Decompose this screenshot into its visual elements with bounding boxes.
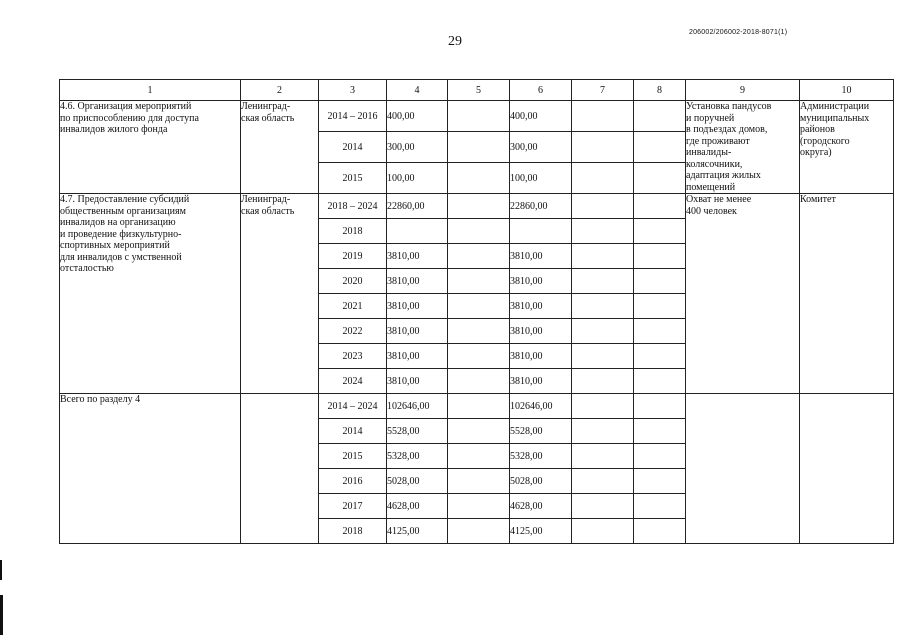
regional-budget-cell: 5328,00 xyxy=(510,444,572,469)
column-7-cell xyxy=(572,394,634,419)
regional-budget-cell xyxy=(510,219,572,244)
regional-budget-cell: 4628,00 xyxy=(510,494,572,519)
column-5-cell xyxy=(448,194,510,219)
period-cell: 2014 xyxy=(319,419,387,444)
regional-budget-cell: 5028,00 xyxy=(510,469,572,494)
period-cell: 2015 xyxy=(319,163,387,194)
column-5-cell xyxy=(448,101,510,132)
total-amount-cell: 3810,00 xyxy=(387,244,448,269)
regional-budget-cell: 300,00 xyxy=(510,132,572,163)
total-amount-cell: 100,00 xyxy=(387,163,448,194)
column-7-cell xyxy=(572,369,634,394)
column-5-cell xyxy=(448,244,510,269)
column-8-cell xyxy=(634,244,686,269)
column-header: 10 xyxy=(800,80,894,101)
column-header: 2 xyxy=(241,80,319,101)
document-code: 206002/206002-2018-8071(1) xyxy=(689,29,788,36)
total-amount-cell: 5528,00 xyxy=(387,419,448,444)
column-5-cell xyxy=(448,394,510,419)
regional-budget-cell: 3810,00 xyxy=(510,269,572,294)
table-row xyxy=(60,394,894,419)
total-amount-cell xyxy=(387,219,448,244)
column-7-cell xyxy=(572,319,634,344)
total-amount-cell: 3810,00 xyxy=(387,294,448,319)
expected-result-cell xyxy=(686,394,800,544)
column-7-cell xyxy=(572,101,634,132)
period-cell: 2018 – 2024 xyxy=(319,194,387,219)
column-8-cell xyxy=(634,519,686,544)
period-cell: 2019 xyxy=(319,244,387,269)
table-row xyxy=(60,194,894,219)
measure-name-cell: Всего по разделу 4 xyxy=(60,394,241,544)
column-header: 3 xyxy=(319,80,387,101)
period-cell: 2024 xyxy=(319,369,387,394)
measure-name-cell: 4.7. Предоставление субсидий общественным организациям инвалидов на организацию и проведение физкультурно- спортивных мероприятий для инвалидов с умственной отсталостью xyxy=(60,194,241,394)
column-7-cell xyxy=(572,244,634,269)
column-5-cell xyxy=(448,163,510,194)
table-row xyxy=(60,101,894,132)
region-cell: Ленинград- ская область xyxy=(241,101,319,194)
column-8-cell xyxy=(634,194,686,219)
regional-budget-cell: 22860,00 xyxy=(510,194,572,219)
total-amount-cell: 5028,00 xyxy=(387,469,448,494)
total-amount-cell: 3810,00 xyxy=(387,344,448,369)
regional-budget-cell: 400,00 xyxy=(510,101,572,132)
page-number: 29 xyxy=(448,34,462,49)
column-8-cell xyxy=(634,163,686,194)
column-8-cell xyxy=(634,101,686,132)
column-7-cell xyxy=(572,344,634,369)
column-8-cell xyxy=(634,344,686,369)
column-5-cell xyxy=(448,419,510,444)
column-header: 9 xyxy=(686,80,800,101)
total-amount-cell: 102646,00 xyxy=(387,394,448,419)
total-amount-cell: 3810,00 xyxy=(387,369,448,394)
scan-margin-mark xyxy=(0,560,2,580)
period-cell: 2016 xyxy=(319,469,387,494)
column-8-cell xyxy=(634,219,686,244)
column-7-cell xyxy=(572,494,634,519)
regional-budget-cell: 4125,00 xyxy=(510,519,572,544)
column-8-cell xyxy=(634,469,686,494)
regional-budget-cell: 3810,00 xyxy=(510,344,572,369)
column-7-cell xyxy=(572,163,634,194)
period-cell: 2018 xyxy=(319,219,387,244)
column-7-cell xyxy=(572,444,634,469)
measure-name-cell: 4.6. Организация мероприятий по приспособлению для доступа инвалидов жилого фонда xyxy=(60,101,241,194)
period-cell: 2021 xyxy=(319,294,387,319)
regional-budget-cell: 3810,00 xyxy=(510,369,572,394)
column-5-cell xyxy=(448,344,510,369)
total-amount-cell: 300,00 xyxy=(387,132,448,163)
region-cell: Ленинград- ская область xyxy=(241,194,319,394)
column-8-cell xyxy=(634,132,686,163)
column-7-cell xyxy=(572,269,634,294)
column-header: 1 xyxy=(60,80,241,101)
column-5-cell xyxy=(448,269,510,294)
column-8-cell xyxy=(634,294,686,319)
column-header: 5 xyxy=(448,80,510,101)
period-cell: 2014 – 2016 xyxy=(319,101,387,132)
column-7-cell xyxy=(572,519,634,544)
column-7-cell xyxy=(572,469,634,494)
column-5-cell xyxy=(448,519,510,544)
column-5-cell xyxy=(448,294,510,319)
column-5-cell xyxy=(448,494,510,519)
column-7-cell xyxy=(572,294,634,319)
period-cell: 2017 xyxy=(319,494,387,519)
column-5-cell xyxy=(448,369,510,394)
column-header: 7 xyxy=(572,80,634,101)
total-amount-cell: 22860,00 xyxy=(387,194,448,219)
scan-margin-mark xyxy=(0,595,3,635)
executor-cell: Администрации муниципальных районов (городского округа) xyxy=(800,101,894,194)
regional-budget-cell: 102646,00 xyxy=(510,394,572,419)
period-cell: 2015 xyxy=(319,444,387,469)
expected-result-cell: Охват не менее 400 человек xyxy=(686,194,800,394)
period-cell: 2023 xyxy=(319,344,387,369)
column-8-cell xyxy=(634,494,686,519)
column-header: 4 xyxy=(387,80,448,101)
total-amount-cell: 4628,00 xyxy=(387,494,448,519)
column-5-cell xyxy=(448,132,510,163)
regional-budget-cell: 3810,00 xyxy=(510,294,572,319)
column-8-cell xyxy=(634,319,686,344)
column-8-cell xyxy=(634,444,686,469)
total-amount-cell: 3810,00 xyxy=(387,319,448,344)
column-7-cell xyxy=(572,132,634,163)
column-header: 6 xyxy=(510,80,572,101)
column-5-cell xyxy=(448,219,510,244)
total-amount-cell: 4125,00 xyxy=(387,519,448,544)
expected-result-cell: Установка пандусов и поручней в подъездах домов, где проживают инвалиды- колясочники, адаптация жилых помещений xyxy=(686,101,800,194)
column-8-cell xyxy=(634,419,686,444)
period-cell: 2014 – 2024 xyxy=(319,394,387,419)
period-cell: 2020 xyxy=(319,269,387,294)
column-header: 8 xyxy=(634,80,686,101)
column-5-cell xyxy=(448,469,510,494)
total-amount-cell: 5328,00 xyxy=(387,444,448,469)
executor-cell xyxy=(800,394,894,544)
column-8-cell xyxy=(634,269,686,294)
region-cell xyxy=(241,394,319,544)
total-amount-cell: 400,00 xyxy=(387,101,448,132)
period-cell: 2018 xyxy=(319,519,387,544)
regional-budget-cell: 3810,00 xyxy=(510,244,572,269)
regional-budget-cell: 100,00 xyxy=(510,163,572,194)
column-8-cell xyxy=(634,394,686,419)
table-header-row xyxy=(60,80,894,101)
program-measures-table xyxy=(59,79,894,544)
column-8-cell xyxy=(634,369,686,394)
column-7-cell xyxy=(572,219,634,244)
column-7-cell xyxy=(572,194,634,219)
total-amount-cell: 3810,00 xyxy=(387,269,448,294)
executor-cell: Комитет xyxy=(800,194,894,394)
period-cell: 2014 xyxy=(319,132,387,163)
period-cell: 2022 xyxy=(319,319,387,344)
column-7-cell xyxy=(572,419,634,444)
regional-budget-cell: 3810,00 xyxy=(510,319,572,344)
column-5-cell xyxy=(448,444,510,469)
regional-budget-cell: 5528,00 xyxy=(510,419,572,444)
column-5-cell xyxy=(448,319,510,344)
